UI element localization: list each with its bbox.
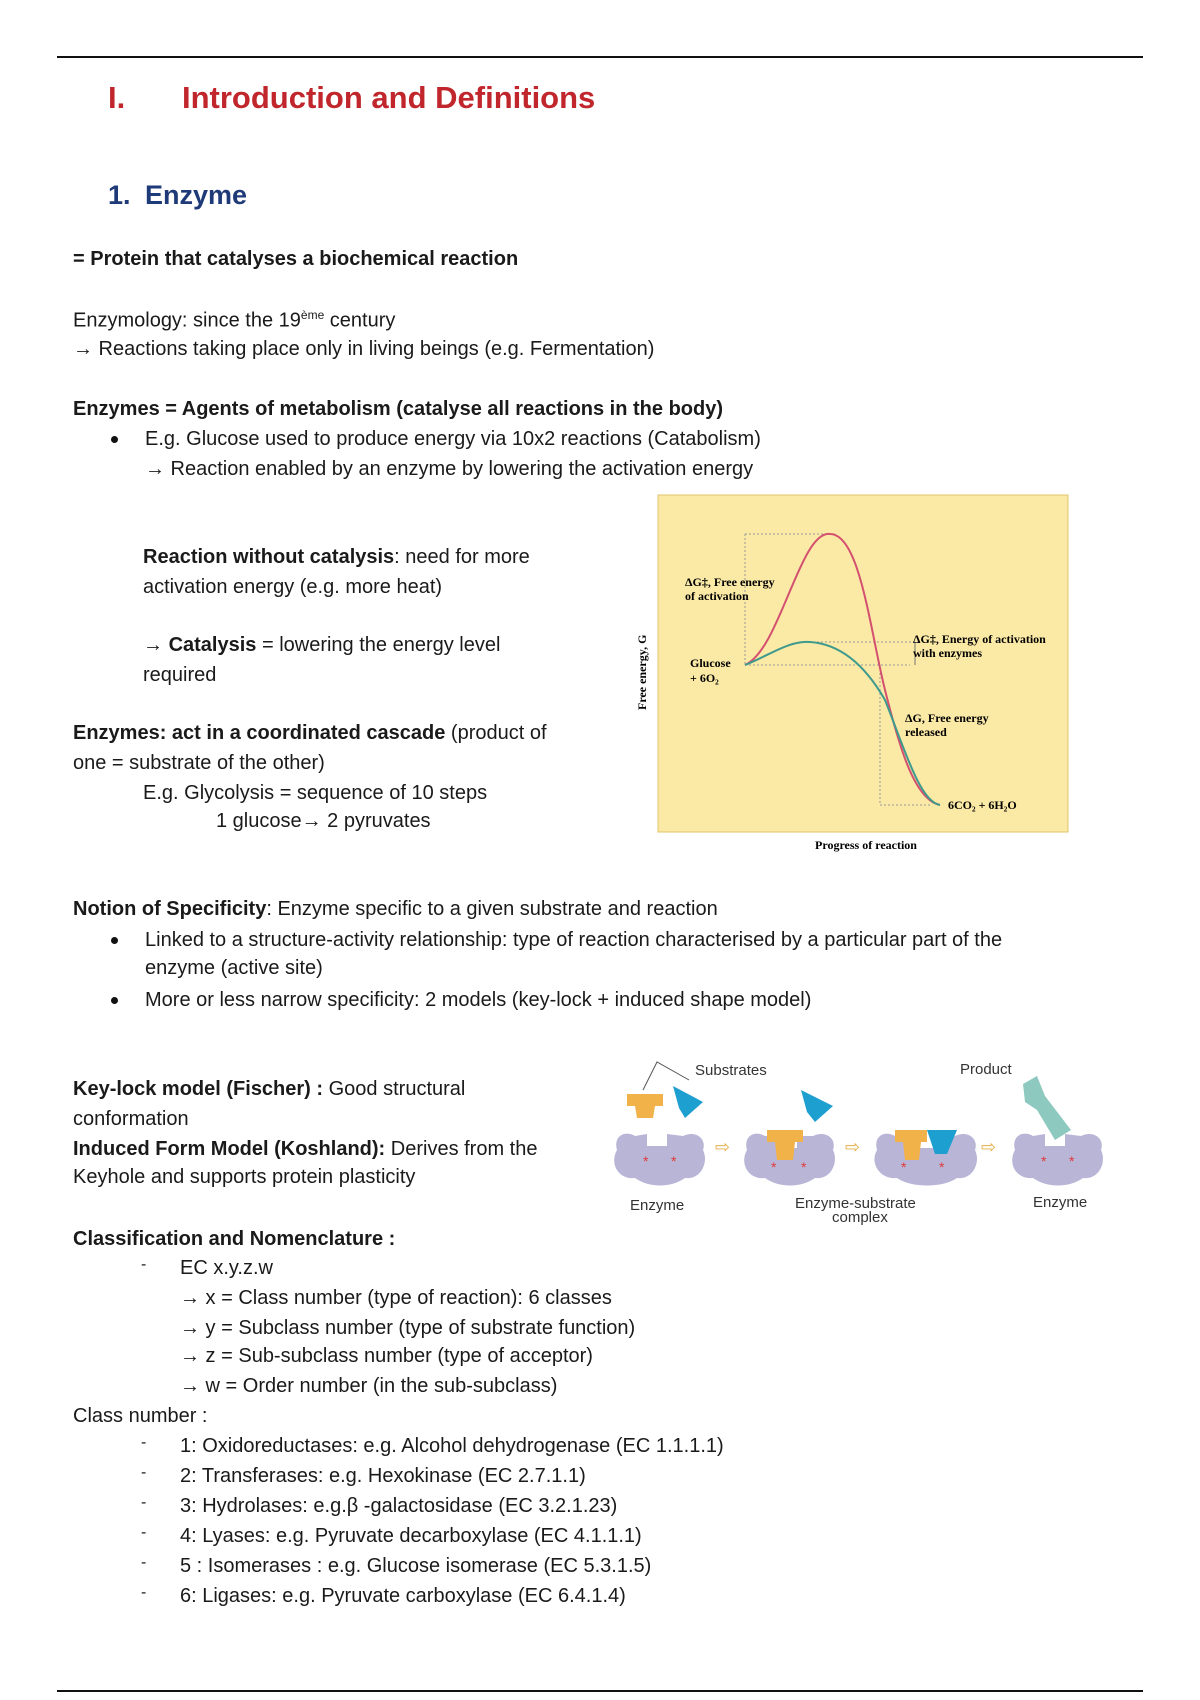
activation-energy-diagram — [630, 490, 1080, 860]
enzymology-prefix: Enzymology: since the 19 — [73, 309, 301, 332]
enzyme-free-right — [1012, 1134, 1103, 1186]
enzyme-body — [614, 1134, 705, 1186]
induced-bold: Induced Form Model (Koshland): — [73, 1138, 386, 1160]
dash-marker: - — [141, 1494, 147, 1511]
cascade-line1 — [73, 723, 547, 743]
enzyme-substrate-model-figure — [605, 1050, 1130, 1235]
ec-z-line: → z = Sub-subclass number (type of acceptor) — [180, 1345, 593, 1367]
catalysis-line2: required — [143, 664, 217, 686]
released-label-1: ΔG, Free energy — [905, 711, 989, 725]
enzyme-right-label: Enzyme — [1033, 1194, 1088, 1211]
active-site-icon: * — [939, 1159, 945, 1175]
ec-y-line: → y = Subclass number (type of substrate function) — [180, 1317, 636, 1339]
released-label-2: released — [905, 725, 947, 739]
specificity-text: : Enzyme specific to a given substrate and reaction — [266, 898, 718, 920]
enzyme-body — [1012, 1134, 1103, 1186]
step-arrow-icon: ⇨ — [845, 1137, 861, 1157]
active-site-icon: * — [901, 1159, 907, 1175]
step-arrow-icon: ⇨ — [715, 1137, 731, 1157]
class-number-label: Class number : — [73, 1405, 208, 1427]
reactant-label-1: Glucose — [690, 656, 731, 670]
subsection-title: Enzyme — [145, 180, 248, 210]
class-item: 6: Ligases: e.g. Pyruvate carboxylase (EC 6.4.1.4) — [180, 1585, 626, 1607]
enzymology-suffix: century — [324, 309, 396, 332]
step-arrow-icon: ⇨ — [981, 1137, 997, 1157]
enzymology-line — [73, 309, 395, 331]
product-label: 6CO₂ + 6H₂O — [948, 798, 1017, 812]
enzyme-label-1: ΔG‡, Energy of activation — [913, 632, 1046, 646]
active-site-icon: * — [1069, 1153, 1075, 1169]
reactant-label-2: + 6O₂ — [690, 671, 719, 685]
specificity-bullet2: More or less narrow specificity: 2 models (key-lock + induced shape model) — [145, 989, 812, 1011]
active-site-icon: * — [771, 1159, 777, 1175]
specificity-bullet1-line1: Linked to a structure-activity relationship: type of reaction characterised by a particular part of the — [145, 929, 1003, 951]
without-catalysis-line2: activation energy (e.g. more heat) — [143, 576, 443, 598]
class-item: 3: Hydrolases: e.g.β -galactosidase (EC 3.2.1.23) — [180, 1495, 618, 1517]
top-rule — [57, 56, 1143, 58]
agents-arrow-line: → Reaction enabled by an enzyme by lowering the activation energy — [145, 458, 754, 480]
induced-line1 — [73, 1139, 537, 1159]
substrates-pointer — [643, 1062, 689, 1090]
dash-marker: - — [141, 1256, 147, 1273]
enzymology-arrow-line: → Reactions taking place only in living beings (e.g. Fermentation) — [73, 338, 655, 360]
keylock-line1 — [73, 1079, 465, 1099]
cascade-text: (product of — [445, 722, 547, 744]
active-site-icon: * — [1041, 1153, 1047, 1169]
agents-bullet: E.g. Glucose used to produce energy via 10x2 reactions (Catabolism) — [145, 428, 761, 450]
cascade-bold: Enzymes: act in a coordinated cascade — [73, 722, 446, 744]
keylock-line2: conformation — [73, 1108, 189, 1130]
ec-format: EC x.y.z.w — [180, 1257, 273, 1279]
enzyme-label-2: with enzymes — [913, 646, 982, 660]
induced-line2: Keyhole and supports protein plasticity — [73, 1166, 416, 1188]
enzyme-free-left — [614, 1134, 705, 1186]
bullet-dot — [111, 937, 118, 944]
dash-marker: - — [141, 1434, 147, 1451]
class-item: 4: Lyases: e.g. Pyruvate decarboxylase (EC 4.1.1.1) — [180, 1525, 642, 1547]
catalysis-line1 — [143, 635, 500, 655]
dash-marker: - — [141, 1464, 147, 1481]
bullet-dot — [111, 436, 118, 443]
cascade-line4: 1 glucose→ 2 pyruvates — [216, 810, 431, 832]
page-title: Introduction and Definitions — [182, 80, 596, 115]
dash-marker: - — [141, 1584, 147, 1601]
substrate-b-icon — [801, 1090, 833, 1122]
bullet-dot — [111, 997, 118, 1004]
complex-label-1: Enzyme-substrate — [795, 1195, 916, 1212]
catalysis-text: = lowering the energy level — [256, 634, 501, 656]
without-catalysis-bold: Reaction without catalysis — [143, 546, 395, 568]
cascade-line3: E.g. Glycolysis = sequence of 10 steps — [143, 782, 488, 804]
active-site-icon: * — [671, 1153, 677, 1169]
without-catalysis-text: : need for more — [394, 546, 530, 568]
without-catalysis-line1 — [143, 547, 530, 567]
ec-w-line: → w = Order number (in the sub-subclass) — [180, 1375, 558, 1397]
subsection-number: 1. — [108, 180, 131, 210]
class-item: 1: Oxidoreductases: e.g. Alcohol dehydrogenase (EC 1.1.1.1) — [180, 1435, 724, 1457]
dash-marker: - — [141, 1554, 147, 1571]
specificity-bold: Notion of Specificity — [73, 898, 267, 920]
active-site-icon: * — [643, 1153, 649, 1169]
classification-heading: Classification and Nomenclature : — [73, 1228, 396, 1250]
agents-heading: Enzymes = Agents of metabolism (catalyse all reactions in the body) — [73, 398, 723, 420]
catalysis-bold: Catalysis — [168, 634, 257, 656]
activation-label-2: of activation — [685, 589, 749, 603]
enzyme-left-label: Enzyme — [630, 1197, 685, 1214]
substrate-a-icon — [627, 1094, 663, 1118]
substrates-label: Substrates — [695, 1062, 767, 1079]
x-axis-label: Progress of reaction — [815, 838, 917, 852]
class-item: 5 : Isomerases : e.g. Glucose isomerase (EC 5.3.1.5) — [180, 1555, 652, 1577]
substrate-b-icon — [673, 1086, 703, 1118]
specificity-line — [73, 899, 718, 919]
y-axis-label: Free energy, G — [635, 634, 649, 710]
product-label: Product — [960, 1061, 1012, 1078]
class-item: 2: Transferases: e.g. Hexokinase (EC 2.7.1.1) — [180, 1465, 586, 1487]
enzymology-sup: ème — [300, 308, 325, 322]
activation-label-1: ΔG‡, Free energy — [685, 575, 775, 589]
enzyme-substrate-complex — [874, 1130, 977, 1186]
keylock-text: Good structural — [323, 1078, 466, 1100]
active-site-icon: * — [801, 1159, 807, 1175]
enzyme-binding — [744, 1090, 835, 1186]
ec-x-line: → x = Class number (type of reaction): 6 classes — [180, 1287, 612, 1309]
product-icon — [1023, 1076, 1071, 1140]
keylock-bold: Key-lock model (Fischer) : — [73, 1078, 324, 1100]
cascade-line2: one = substrate of the other) — [73, 752, 325, 774]
catalysis-arrow: → — [143, 634, 169, 656]
definition: = Protein that catalyses a biochemical reaction — [73, 248, 519, 270]
dash-marker: - — [141, 1524, 147, 1541]
induced-text: Derives from the — [385, 1138, 538, 1160]
section-numeral: I. — [108, 80, 126, 115]
complex-label-2: complex — [832, 1209, 888, 1226]
bottom-rule — [57, 1690, 1143, 1692]
specificity-bullet1-line2: enzyme (active site) — [145, 957, 323, 979]
